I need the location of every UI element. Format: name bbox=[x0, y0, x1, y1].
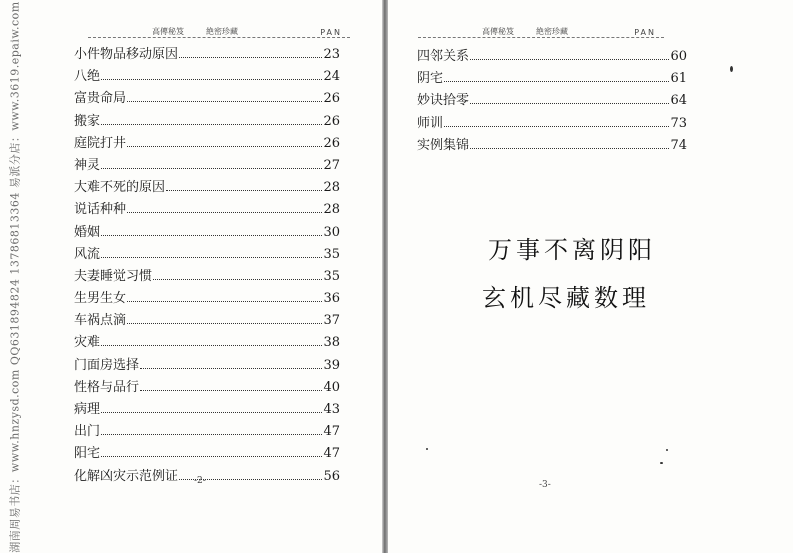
dot-leader bbox=[101, 456, 322, 457]
running-header-left bbox=[88, 23, 350, 38]
dot-leader bbox=[101, 434, 322, 435]
toc-entry bbox=[74, 288, 340, 310]
dot-leader bbox=[101, 79, 322, 80]
dot-leader bbox=[166, 190, 322, 191]
toc-entry-title: 化解凶灾示范例证 bbox=[74, 468, 179, 484]
header-text-a: 高傳秘笈 bbox=[152, 27, 184, 36]
toc-entry-page: 37 bbox=[323, 313, 340, 329]
dot-leader bbox=[101, 168, 322, 169]
toc-entry bbox=[74, 111, 340, 133]
toc-entry-title: 出门 bbox=[74, 424, 101, 440]
running-header-right bbox=[418, 23, 664, 38]
toc-entry-page: 35 bbox=[323, 246, 340, 262]
toc-entry-title: 搬家 bbox=[74, 113, 101, 129]
dot-leader bbox=[470, 103, 669, 104]
dot-leader bbox=[127, 323, 322, 324]
toc-entry bbox=[74, 266, 340, 288]
toc-entry-page: 47 bbox=[323, 424, 340, 440]
toc-entry bbox=[417, 68, 687, 90]
dot-leader bbox=[127, 146, 322, 147]
toc-entry-title: 大难不死的原因 bbox=[74, 180, 166, 196]
toc-entry-page: 23 bbox=[323, 47, 340, 62]
scan-speck bbox=[426, 448, 428, 450]
toc-entry bbox=[417, 113, 687, 135]
toc-entry bbox=[74, 88, 340, 110]
dot-leader bbox=[444, 126, 669, 127]
toc-entry-page: 24 bbox=[323, 69, 340, 85]
toc-entry bbox=[417, 135, 687, 157]
motto-line-2: 玄机尽藏数理 bbox=[482, 284, 650, 312]
toc-entry-title: 庭院打井 bbox=[74, 135, 127, 151]
toc-entry bbox=[74, 421, 340, 443]
toc-entry-title: 师训 bbox=[417, 115, 444, 131]
dot-leader bbox=[127, 301, 322, 302]
toc-entry bbox=[74, 199, 340, 221]
toc-entry-page: 74 bbox=[670, 137, 687, 153]
dot-leader bbox=[127, 101, 322, 102]
toc-entry-page: 36 bbox=[323, 291, 340, 307]
toc-entry bbox=[74, 466, 340, 488]
dot-leader bbox=[101, 345, 322, 346]
right-page bbox=[390, 0, 793, 553]
header-text-b: 絶密珍藏 bbox=[206, 27, 238, 36]
toc-entry-title: 实例集锦 bbox=[417, 137, 470, 153]
toc-entry bbox=[74, 177, 340, 199]
dot-leader bbox=[153, 279, 322, 280]
dot-leader bbox=[127, 212, 322, 213]
toc-entry-title: 病理 bbox=[74, 402, 101, 417]
toc-entry-page: 38 bbox=[323, 335, 340, 351]
toc-entry bbox=[417, 90, 687, 112]
toc-entry-page: 26 bbox=[323, 135, 340, 151]
toc-entry-title: 说话种种 bbox=[74, 202, 127, 218]
toc-entry-page: 35 bbox=[323, 268, 340, 284]
toc-entry-page: 47 bbox=[323, 446, 340, 462]
toc-entry-title: 生男生女 bbox=[74, 291, 127, 307]
toc-entry-title: 阴宅 bbox=[417, 71, 444, 87]
toc-entry-title: 神灵 bbox=[74, 157, 101, 173]
header-text-a: 高傳秘笈 bbox=[482, 27, 514, 36]
toc-entry-title: 车祸点滴 bbox=[74, 313, 127, 329]
header-text-b: 絶密珍藏 bbox=[536, 27, 568, 36]
toc-entry-title: 婚姻 bbox=[74, 224, 101, 240]
toc-entry-title: 灾难 bbox=[74, 335, 101, 351]
dot-leader bbox=[444, 81, 669, 82]
side-watermark-text: 湖南周易书店：www.hnzysd.com QQ631894824 13786813364 易派分店：www.3619.epaiw.com bbox=[9, 0, 23, 553]
toc-entry-page: 64 bbox=[670, 93, 687, 109]
toc-entry-title: 四邻关系 bbox=[417, 49, 470, 64]
toc-entry bbox=[74, 222, 340, 244]
dot-leader bbox=[101, 235, 322, 236]
toc-entry bbox=[74, 443, 340, 465]
toc-entry-page: 27 bbox=[323, 157, 340, 173]
toc-entry-title: 夫妻睡觉习惯 bbox=[74, 268, 153, 284]
book-gutter bbox=[382, 0, 388, 553]
dot-leader bbox=[470, 148, 669, 149]
toc-entry-page: 43 bbox=[323, 402, 340, 417]
toc-entry bbox=[74, 332, 340, 354]
toc-entry bbox=[74, 133, 340, 155]
page-number-left: -2- bbox=[194, 476, 206, 486]
toc-entry-page: 28 bbox=[323, 202, 340, 218]
toc-entry-title: 阳宅 bbox=[74, 446, 101, 462]
toc-entry-title: 八绝 bbox=[74, 69, 101, 85]
toc-entry-title: 门面房选择 bbox=[74, 357, 140, 373]
toc-entry-page: 28 bbox=[323, 180, 340, 196]
toc-entry bbox=[74, 155, 340, 177]
toc-entry-title: 风流 bbox=[74, 246, 101, 262]
toc-entry bbox=[74, 66, 340, 88]
toc-entry-title: 小件物品移动原因 bbox=[74, 47, 179, 62]
toc-list-right bbox=[417, 46, 687, 157]
scan-speck bbox=[730, 66, 733, 72]
toc-entry-page: 26 bbox=[323, 91, 340, 107]
dot-leader bbox=[140, 390, 322, 391]
toc-entry bbox=[74, 377, 340, 399]
dot-leader bbox=[101, 257, 322, 258]
toc-entry-title: 妙诀拾零 bbox=[417, 93, 470, 109]
dot-leader bbox=[101, 124, 322, 125]
toc-entry-page: 40 bbox=[323, 379, 340, 395]
toc-entry-page: 30 bbox=[323, 224, 340, 240]
left-page bbox=[30, 0, 382, 553]
toc-entry-page: 61 bbox=[670, 71, 687, 87]
handwritten-motto bbox=[482, 226, 656, 322]
toc-entry bbox=[74, 399, 340, 421]
dot-leader bbox=[179, 57, 322, 58]
toc-entry-title: 性格与品行 bbox=[74, 379, 140, 395]
toc-list-left bbox=[74, 44, 340, 488]
motto-line-1: 万事不离阴阳 bbox=[488, 236, 656, 264]
toc-entry-page: 60 bbox=[670, 49, 687, 64]
side-watermark bbox=[0, 0, 30, 553]
toc-entry-page: 73 bbox=[670, 115, 687, 131]
toc-entry bbox=[74, 44, 340, 66]
toc-entry bbox=[74, 355, 340, 377]
toc-entry bbox=[417, 46, 687, 68]
toc-entry bbox=[74, 244, 340, 266]
toc-entry bbox=[74, 310, 340, 332]
dot-leader bbox=[470, 59, 669, 60]
scan-speck bbox=[660, 462, 663, 464]
header-text-c: PAN bbox=[320, 28, 342, 37]
toc-entry-page: 26 bbox=[323, 113, 340, 129]
toc-entry-title: 富贵命局 bbox=[74, 91, 127, 107]
toc-entry-page: 56 bbox=[323, 468, 340, 484]
toc-entry-page: 39 bbox=[323, 357, 340, 373]
page-number-right: -3- bbox=[539, 480, 551, 490]
dot-leader bbox=[101, 412, 322, 413]
scan-speck bbox=[666, 449, 668, 451]
header-text-c: PAN bbox=[634, 28, 656, 37]
dot-leader bbox=[140, 368, 322, 369]
